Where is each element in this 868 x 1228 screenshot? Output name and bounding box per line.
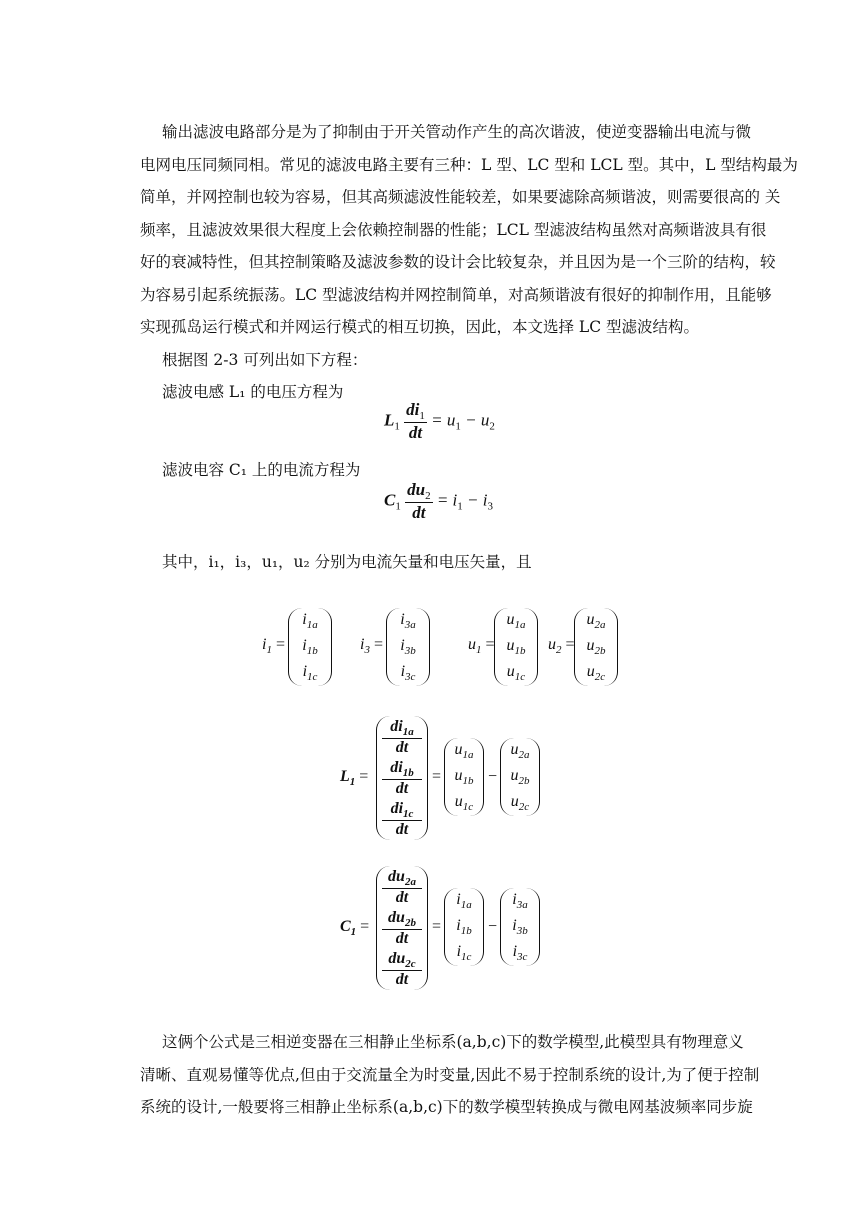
matrix-group [340, 866, 540, 996]
vector-lhs [548, 636, 575, 656]
vector-i1 [262, 608, 352, 688]
math-symbol [506, 637, 526, 657]
text-line: 系统的设计,一般要将三相静止坐标系(a,b,c)下的数学模型转换成与微电网基波频率同步旋 [140, 1098, 753, 1116]
symbol-subscript: 3b [516, 925, 528, 937]
symbol-subscript: 1c [307, 671, 318, 683]
symbol-base: i [400, 663, 406, 680]
symbol-subscript: 2c [518, 801, 530, 813]
math-symbol [454, 767, 474, 787]
math-symbol [454, 741, 474, 761]
eq-denominator: dt [408, 423, 423, 442]
symbol-base: i [302, 637, 307, 654]
symbol-base: u [548, 636, 556, 653]
eq-denominator: dt [412, 503, 426, 522]
symbol-base: di [390, 759, 403, 776]
eq-numerator: du [407, 480, 426, 499]
eq-symbol: L [384, 410, 395, 430]
matrix-cell [501, 741, 539, 761]
symbol-subscript: 1b [402, 767, 414, 779]
symbol-base: i [400, 611, 405, 628]
text-line: 这俩个公式是三相逆变器在三相静止坐标系(a,b,c)下的数学模型,此模型具有物理意义 [162, 1033, 744, 1051]
matrix-cell [501, 767, 539, 787]
math-symbol [388, 909, 416, 929]
minus-sign: − [488, 918, 498, 935]
math-symbol [548, 636, 562, 656]
equals-sign: = [271, 636, 285, 653]
eq-rhs-minus: − i [462, 490, 488, 510]
matrix-cell [377, 868, 427, 907]
math-symbol [512, 891, 528, 911]
math-symbol [302, 637, 318, 657]
symbol-subscript: 2a [404, 876, 416, 888]
fraction-numerator [382, 909, 422, 929]
vector-column [444, 738, 484, 816]
math-symbol [586, 663, 606, 683]
matrix-cell [495, 663, 537, 683]
symbol-subscript: 2a [518, 749, 530, 761]
vector-u2 [548, 608, 638, 688]
equation-inductor-voltage [384, 400, 495, 443]
text-line: 频率，且滤波效果很大程度上会依赖控制器的性能；LCL 型滤波结构虽然对高频谐波具有很 [140, 220, 767, 239]
symbol-subscript: 2b [404, 917, 416, 929]
symbol-subscript: 2 [556, 644, 562, 656]
symbol-subscript: 3 [364, 644, 370, 656]
equals-sign: = [432, 918, 442, 935]
symbol-subscript: 3a [516, 899, 528, 911]
fraction [382, 950, 422, 989]
matrix-cell [387, 637, 429, 657]
math-symbol [586, 611, 606, 631]
symbol-base: i [512, 943, 518, 960]
symbol-base: du [388, 950, 406, 967]
symbol-subscript: 1 [349, 776, 356, 788]
eq-fraction [404, 400, 427, 443]
symbol-base: u [506, 663, 515, 680]
fraction [382, 909, 422, 948]
matrix-cell [575, 637, 617, 657]
symbol-base: u [510, 767, 519, 784]
symbol-subscript: 1a [462, 749, 474, 761]
fraction-numerator [382, 800, 422, 820]
fraction-denominator: dt [395, 780, 409, 797]
symbol-base: L [340, 768, 350, 785]
symbol-subscript: 1 [266, 644, 272, 656]
matrix-cell [377, 909, 427, 948]
math-symbol [388, 868, 416, 888]
symbol-subscript: 2a [594, 619, 606, 631]
equation-capacitor-current [384, 480, 493, 523]
fraction-denominator: dt [395, 930, 409, 947]
symbol-base: u [454, 767, 463, 784]
symbol-subscript: 1c [462, 801, 474, 813]
matrix-cell [575, 611, 617, 631]
fraction-column [376, 716, 428, 840]
matrix-cell [387, 663, 429, 683]
matrix-cell [501, 793, 539, 813]
paragraph-filter-intro [140, 116, 798, 344]
fraction-denominator: dt [395, 889, 409, 906]
matrix-cell [387, 611, 429, 631]
matrix-cell [501, 891, 539, 911]
symbol-subscript: 1c [403, 808, 414, 820]
symbol-base: i [302, 663, 308, 680]
symbol-subscript: 1a [306, 619, 318, 631]
text-line: 为容易引起系统振荡。LC 型滤波结构并网控制简单，对高频谐波有很好的抑制作用，且能够 [140, 285, 772, 304]
symbol-base: i [456, 917, 461, 934]
matrix-cell [575, 663, 617, 683]
vector-lhs [360, 636, 383, 656]
symbol-base: u [454, 793, 463, 810]
matrix-lhs [340, 768, 368, 788]
vector-column [500, 738, 540, 816]
equals-sign: = [355, 768, 369, 785]
text-line: 电网电压同频同相。常见的滤波电路主要有三种：L 型、LC 型和 LCL 型。其中，L 型结构最为 [140, 155, 798, 174]
matrix-lhs [340, 918, 369, 938]
matrix-cell [495, 637, 537, 657]
text-line-vector-definition: 其中，i₁，i₃，u₁，u₂ 分别为电流矢量和电压矢量，且 [162, 553, 532, 571]
eq-subscript: 3 [487, 500, 493, 513]
text-line: 简单，并网控制也较为容易，但其高频滤波性能较差，如果要滤除高频谐波，则需要很高的 关 [140, 188, 781, 206]
matrix-group [340, 716, 540, 846]
math-symbol [390, 800, 414, 820]
fraction-numerator [382, 718, 422, 738]
matrix-cell [501, 917, 539, 937]
fraction [382, 759, 422, 798]
symbol-subscript: 1c [461, 951, 472, 963]
matrix-cell [445, 793, 483, 813]
symbol-base: du [388, 909, 405, 926]
symbol-subscript: 1b [462, 775, 474, 787]
vector-column [288, 608, 332, 686]
symbol-subscript: 2b [594, 645, 606, 657]
matrix-cell [445, 917, 483, 937]
vector-lhs [262, 636, 285, 656]
symbol-subscript: 3c [405, 671, 416, 683]
matrix-cell [495, 611, 537, 631]
symbol-subscript: 1a [402, 726, 414, 738]
fraction [382, 718, 422, 757]
fraction [382, 868, 422, 907]
symbol-base: i [400, 637, 405, 654]
text-line-capacitor: 滤波电容 C₁ 上的电流方程为 [162, 461, 361, 479]
minus-sign: − [488, 768, 498, 785]
math-symbol [456, 891, 472, 911]
vector-column [494, 608, 538, 686]
math-symbol [512, 917, 528, 937]
fraction [382, 800, 422, 839]
symbol-base: di [390, 718, 403, 735]
math-symbol [388, 950, 416, 970]
matrix-cell [377, 800, 427, 839]
eq-rhs: = u [431, 410, 456, 430]
fraction-denominator: dt [395, 971, 409, 988]
math-symbol [506, 663, 526, 683]
fraction-denominator: dt [395, 821, 409, 838]
symbol-base: u [454, 741, 463, 758]
symbol-base: u [586, 637, 595, 654]
math-symbol [400, 611, 416, 631]
eq-subscript: 1 [419, 410, 425, 422]
fraction-column [376, 866, 428, 990]
symbol-subscript: 3b [404, 645, 416, 657]
matrix-cell [289, 637, 331, 657]
eq-subscript: 1 [394, 420, 400, 433]
eq-rhs-minus: − u [460, 410, 490, 430]
symbol-base: i [360, 636, 365, 653]
math-symbol [468, 636, 482, 656]
eq-subscript: 1 [455, 420, 461, 433]
symbol-subscript: 1b [306, 645, 318, 657]
matrix-cell [289, 663, 331, 683]
vector-column [500, 888, 540, 966]
math-symbol [340, 918, 357, 938]
math-symbol [454, 793, 474, 813]
symbol-base: u [510, 741, 519, 758]
vector-lhs [468, 636, 495, 656]
eq-subscript: 1 [395, 500, 401, 513]
math-symbol [506, 611, 526, 631]
eq-fraction [405, 480, 432, 523]
math-symbol [456, 917, 472, 937]
eq-subscript: 2 [489, 420, 495, 433]
equals-sign: = [356, 918, 370, 935]
equals-sign: = [369, 636, 383, 653]
vector-column [444, 888, 484, 966]
fraction-denominator: dt [395, 739, 409, 756]
symbol-base: u [506, 637, 515, 654]
symbol-subscript: 2b [518, 775, 530, 787]
symbol-subscript: 1b [514, 645, 526, 657]
symbol-base: u [510, 793, 519, 810]
matrix-cell [289, 611, 331, 631]
eq-rhs: = i [436, 490, 458, 510]
matrix-cell [377, 718, 427, 757]
matrix-cell [445, 741, 483, 761]
math-symbol [512, 943, 528, 963]
fraction-numerator [382, 868, 422, 888]
math-symbol [360, 636, 370, 656]
math-symbol [456, 943, 472, 963]
symbol-base: du [388, 868, 405, 885]
math-symbol [390, 718, 414, 738]
math-symbol [510, 741, 530, 761]
math-symbol [400, 637, 416, 657]
symbol-base: i [302, 611, 307, 628]
symbol-base: C [340, 918, 351, 935]
math-symbol [340, 768, 356, 788]
math-symbol [302, 663, 318, 683]
equals-sign: = [481, 636, 495, 653]
math-symbol [510, 793, 530, 813]
symbol-subscript: 1 [476, 644, 482, 656]
symbol-base: i [512, 891, 517, 908]
math-symbol [400, 663, 416, 683]
eq-symbol: C [384, 490, 396, 510]
math-symbol [510, 767, 530, 787]
matrix-cell [377, 950, 427, 989]
math-symbol [262, 636, 272, 656]
matrix-cell [377, 759, 427, 798]
text-line: 输出滤波电路部分是为了抑制由于开关管动作产生的高次谐波，使逆变器输出电流与微 [162, 123, 752, 141]
symbol-subscript: 2c [594, 671, 606, 683]
fraction-numerator [382, 950, 422, 970]
symbol-subscript: 1 [350, 926, 357, 938]
matrix-cell [501, 943, 539, 963]
symbol-base: i [456, 943, 462, 960]
symbol-base: i [456, 891, 461, 908]
symbol-base: u [586, 663, 595, 680]
math-symbol [390, 759, 414, 779]
symbol-subscript: 2c [405, 958, 416, 970]
symbol-base: i [512, 917, 517, 934]
symbol-subscript: 1b [460, 925, 472, 937]
eq-subscript: 2 [425, 490, 431, 502]
equals-sign: = [561, 636, 575, 653]
symbol-subscript: 1a [514, 619, 526, 631]
vector-column [386, 608, 430, 686]
symbol-subscript: 3c [517, 951, 528, 963]
text-line: 实现孤岛运行模式和并网运行模式的相互切换，因此，本文选择 LC 型滤波结构。 [140, 318, 700, 336]
vector-column [574, 608, 618, 686]
eq-subscript: 1 [457, 500, 463, 513]
text-line: 好的衰减特性，但其控制策略及滤波参数的设计会比较复杂，并且因为是一个三阶的结构，较 [140, 253, 776, 271]
text-line: 清晰、直观易懂等优点,但由于交流量全为时变量,因此不易于控制系统的设计,为了便于控制 [140, 1065, 760, 1084]
matrix-cell [445, 891, 483, 911]
symbol-base: u [506, 611, 515, 628]
symbol-subscript: 1a [460, 899, 472, 911]
math-symbol [302, 611, 318, 631]
text-line-figure-ref: 根据图 2-3 可列出如下方程： [162, 351, 368, 369]
text-line-inductor: 滤波电感 L₁ 的电压方程为 [162, 383, 344, 401]
symbol-base: u [468, 636, 476, 653]
symbol-base: u [586, 611, 595, 628]
eq-numerator: di [406, 400, 420, 419]
matrix-cell [445, 767, 483, 787]
symbol-base: di [390, 800, 404, 817]
vector-i3 [360, 608, 450, 688]
symbol-base: i [262, 636, 267, 653]
fraction-numerator [382, 759, 422, 779]
symbol-subscript: 1c [514, 671, 526, 683]
matrix-cell [445, 943, 483, 963]
equals-sign: = [432, 768, 442, 785]
math-symbol [586, 637, 606, 657]
vector-u1 [468, 608, 558, 688]
paragraph-model-description [140, 1026, 760, 1124]
symbol-subscript: 3a [404, 619, 416, 631]
